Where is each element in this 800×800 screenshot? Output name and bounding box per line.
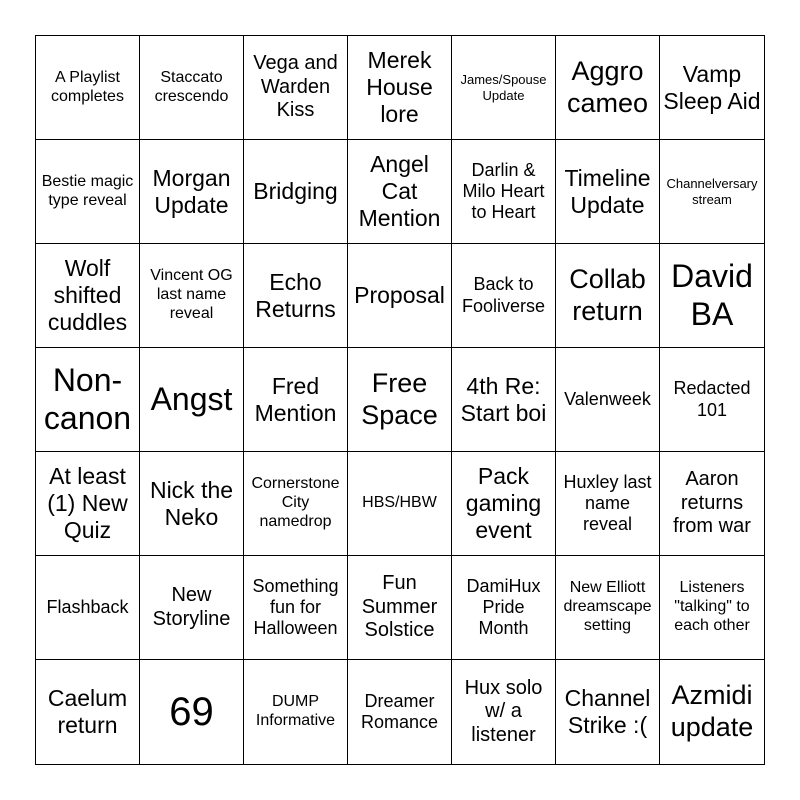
bingo-cell[interactable]: Free Space [348, 348, 452, 452]
bingo-cell[interactable]: Merek House lore [348, 36, 452, 140]
bingo-cell[interactable]: Vincent OG last name reveal [140, 244, 244, 348]
bingo-cell[interactable]: Fred Mention [244, 348, 348, 452]
bingo-cell[interactable]: Something fun for Halloween [244, 556, 348, 660]
bingo-cell[interactable]: A Playlist completes [36, 36, 140, 140]
bingo-cell[interactable]: Channel Strike :( [556, 660, 660, 764]
bingo-cell[interactable]: 4th Re: Start boi [452, 348, 556, 452]
bingo-cell[interactable]: New Storyline [140, 556, 244, 660]
bingo-cell[interactable]: Angel Cat Mention [348, 140, 452, 244]
bingo-cell[interactable]: Caelum return [36, 660, 140, 764]
bingo-cell[interactable]: Fun Summer Solstice [348, 556, 452, 660]
bingo-cell[interactable]: Aaron returns from war [660, 452, 764, 556]
bingo-cell[interactable]: Angst [140, 348, 244, 452]
bingo-cell[interactable]: Timeline Update [556, 140, 660, 244]
bingo-cell[interactable]: Valenweek [556, 348, 660, 452]
bingo-cell[interactable]: Nick the Neko [140, 452, 244, 556]
bingo-cell[interactable]: James/Spouse Update [452, 36, 556, 140]
bingo-cell[interactable]: Dreamer Romance [348, 660, 452, 764]
bingo-cell[interactable]: Non-canon [36, 348, 140, 452]
bingo-cell[interactable]: Echo Returns [244, 244, 348, 348]
bingo-cell[interactable]: Vamp Sleep Aid [660, 36, 764, 140]
bingo-cell[interactable]: DUMP Informative [244, 660, 348, 764]
bingo-cell[interactable]: Proposal [348, 244, 452, 348]
bingo-cell[interactable]: Vega and Warden Kiss [244, 36, 348, 140]
bingo-cell[interactable]: New Elliott dreamscape setting [556, 556, 660, 660]
bingo-cell[interactable]: At least (1) New Quiz [36, 452, 140, 556]
bingo-cell[interactable]: 69 [140, 660, 244, 764]
bingo-cell[interactable]: Bridging [244, 140, 348, 244]
bingo-board [35, 35, 765, 765]
bingo-cell[interactable]: Aggro cameo [556, 36, 660, 140]
bingo-cell[interactable]: Collab return [556, 244, 660, 348]
bingo-cell[interactable]: Back to Fooliverse [452, 244, 556, 348]
bingo-cell[interactable]: David BA [660, 244, 764, 348]
bingo-cell[interactable]: Pack gaming event [452, 452, 556, 556]
bingo-cell[interactable]: Staccato crescendo [140, 36, 244, 140]
bingo-cell[interactable]: Azmidi update [670, 680, 754, 742]
bingo-cell[interactable]: Morgan Update [140, 140, 244, 244]
bingo-cell[interactable]: Cornerstone City namedrop [244, 452, 348, 556]
bingo-cell[interactable]: Bestie magic type reveal [36, 140, 140, 244]
bingo-cell[interactable]: Channelversary stream [660, 140, 764, 244]
bingo-cell[interactable]: Wolf shifted cuddles [36, 244, 140, 348]
bingo-cell[interactable]: Redacted 101 [660, 348, 764, 452]
bingo-cell[interactable]: HBS/HBW [348, 452, 452, 556]
bingo-cell[interactable]: Flashback [36, 556, 140, 660]
bingo-cell[interactable]: DamiHux Pride Month [452, 556, 556, 660]
bingo-cell[interactable]: Hux solo w/ a listener [452, 660, 556, 764]
bingo-cell[interactable]: Huxley last name reveal [556, 452, 660, 556]
bingo-cell[interactable]: Darlin & Milo Heart to Heart [452, 140, 556, 244]
bingo-cell[interactable]: Listeners "talking" to each other [660, 556, 764, 660]
